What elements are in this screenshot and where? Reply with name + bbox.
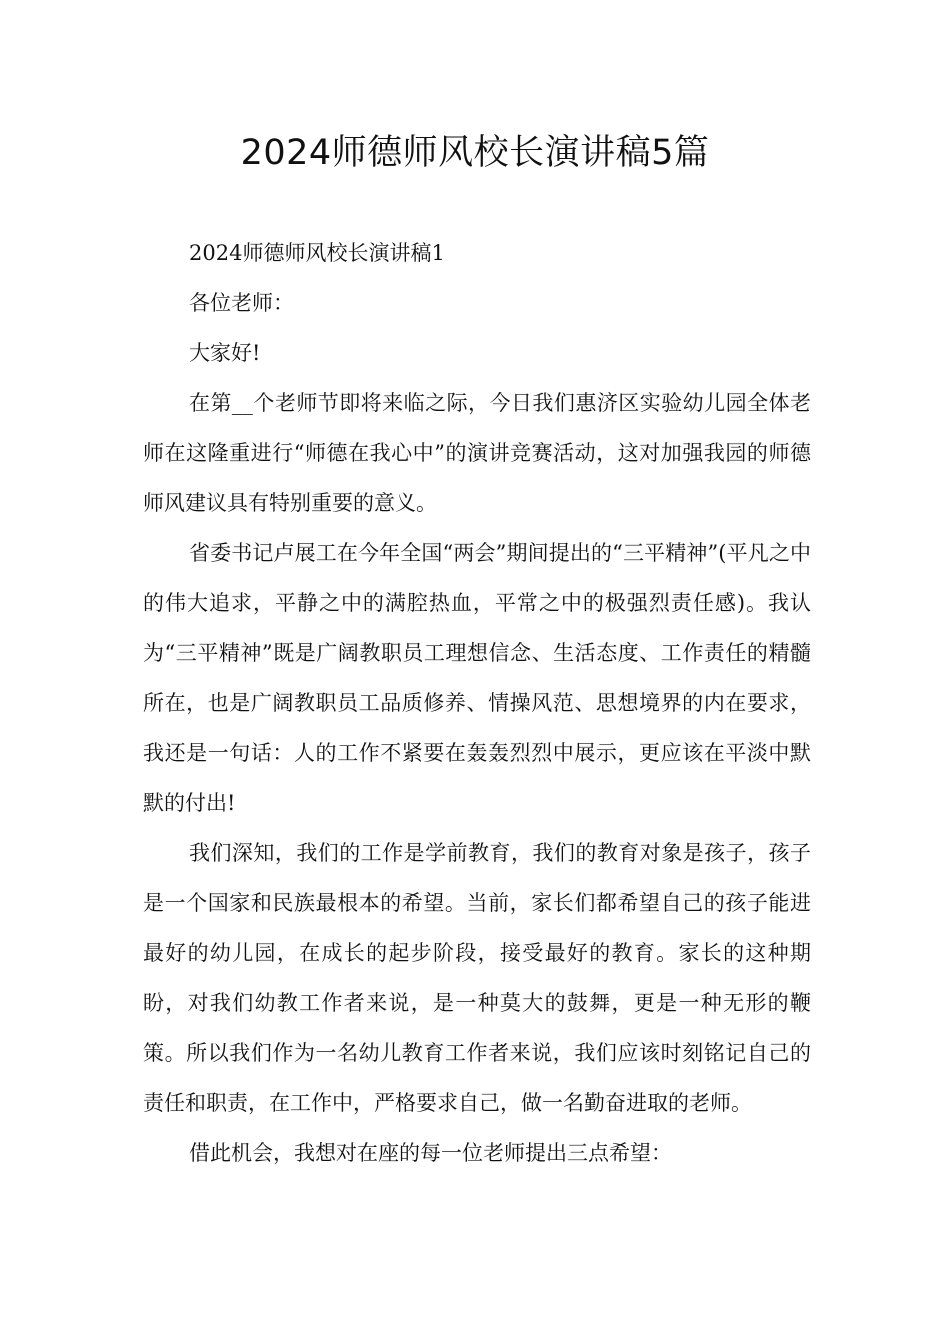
paragraph-intro: 在第__个老师节即将来临之际，今日我们惠济区实验幼儿园全体老师在这隆重进行“师德在我心中”的演讲竞赛活动，这对加强我园的师德师风建议具有特别重要的意义。 <box>143 391 811 515</box>
paragraph-three-hopes: 借此机会，我想对在座的每一位老师提出三点希望： <box>189 1141 672 1165</box>
paragraph-preschool-education: 我们深知，我们的工作是学前教育，我们的教育对象是孩子，孩子是一个国家和民族最根本的希望。当前，家长们都希望自己的孩子能进最好的幼儿园，在成长的起步阶段，接受最好的教育。家长的这种期盼，对我们幼教工作者来说，是一种莫大的鼓舞，更是一种无形的鞭策。所以我们作为一名幼儿教育工作者来说，我们应该时刻铭记自己的责任和职责，在工作中，严格要求自己，做一名勤奋进取的老师。 <box>143 841 811 1115</box>
document-title: 2024师德师风校长演讲稿5篇 <box>240 133 710 173</box>
speech-heading: 2024师德师风校长演讲稿1 <box>189 241 445 265</box>
paragraph-three-ping-spirit: 省委书记卢展工在今年全国“两会”期间提出的“三平精神”(平凡之中的伟大追求，平静之中的满腔热血，平常之中的极强烈责任感)。我认为“三平精神”既是广阔教职员工理想信念、生活态度、工作责任的精髓所在，也是广阔教职员工品质修养、情操风范、思想境界的内在要求，我还是一句话：人的工作不紧要在轰轰烈烈中展示，更应该在平淡中默默的付出! <box>143 541 811 815</box>
document-body <box>143 228 811 1178</box>
salutation: 各位老师： <box>189 291 294 315</box>
greeting: 大家好! <box>189 341 261 365</box>
